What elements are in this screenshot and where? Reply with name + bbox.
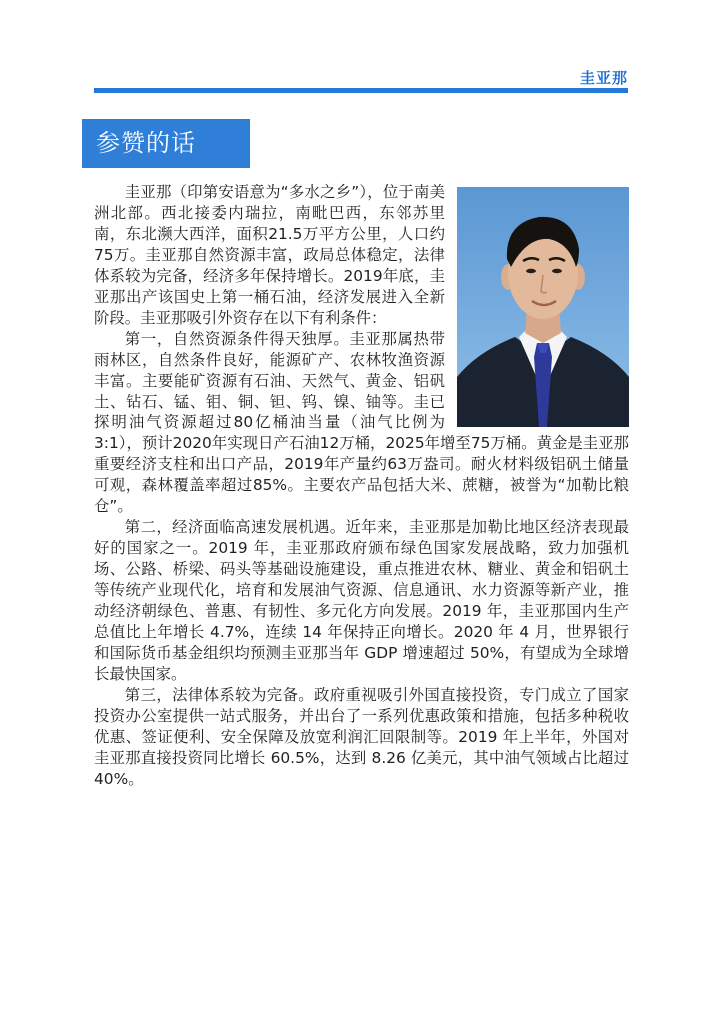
paragraph-legal: 第三，法律体系较为完备。政府重视吸引外国直接投资，专门成立了国家投资办公室提供一站式服务，并出台了一系列优惠政策和措施，包括多种税收优惠、签证便利、安全保障及放宽利润汇回限制等。2019 年上半年，外国对圭亚那直接投资同比增长 60.5%，达到 8.26 亿美元，其中油气领域占比超过 40%。 bbox=[94, 685, 629, 788]
counsellor-portrait bbox=[457, 187, 629, 427]
header-divider bbox=[94, 88, 628, 93]
paragraph-intro: 圭亚那（印第安语意为“多水之乡”），位于南美洲北部。西北接委内瑞拉，南毗巴西，东邻苏里南，东北濒大西洋，面积21.5万平方公里，人口约75万。圭亚那自然资源丰富，政局总体稳定，法律体系较为完备，经济多年保持增长。2019年底，圭亚那出产该国史上第一桶石油，经济发展进入全新阶段。圭亚那吸引外资存在以下有利条件： bbox=[94, 183, 445, 327]
paragraph-resources: 第一，自然资源条件得天独厚。圭亚那属热带雨林区，自然条件良好，能源矿产、农林牧渔资源丰富。主要能矿资源有石油、天然气、黄金、铝矾土、钻石、锰、钼、铜、钽、钨、镍、铀等。圭已探明油气资源超过80亿桶油当量（油气比例为3:1），预计2020年实现日产石油12万桶，2025年增至75万桶。黄金是圭亚那重要经济支柱和出口产品，2019年产量约63万盎司。耐火材料级铝矾土储量可观，森林覆盖率超过85%。主要农产品包括大米、蔗糖，被誉为“加勒比粮仓”。 bbox=[94, 329, 629, 516]
running-header: 圭亚那 bbox=[579, 69, 628, 87]
paragraph-economy: 第二，经济面临高速发展机遇。近年来，圭亚那是加勒比地区经济表现最好的国家之一。2019 年，圭亚那政府颁布绿色国家发展战略，致力加强机场、公路、桥梁、码头等基础设施建设，重点推进农林、糖业、黄金和铝矾土等传统产业现代化，培育和发展油气资源、信息通讯、水力资源等新产业，推动经济朝绿色、普惠、有韧性、多元化方向发展。2019 年，圭亚那国内生产总值比上年增长 4.7%，连续 14 年保持正向增长。2020 年 4 月，世界银行和国际货币基金组织均预测圭亚那当年 GDP 增速超过 50%，有望成为全球增长最快国家。 bbox=[94, 518, 629, 683]
section-title: 参赞的话 bbox=[82, 119, 250, 168]
article-body bbox=[94, 182, 629, 790]
